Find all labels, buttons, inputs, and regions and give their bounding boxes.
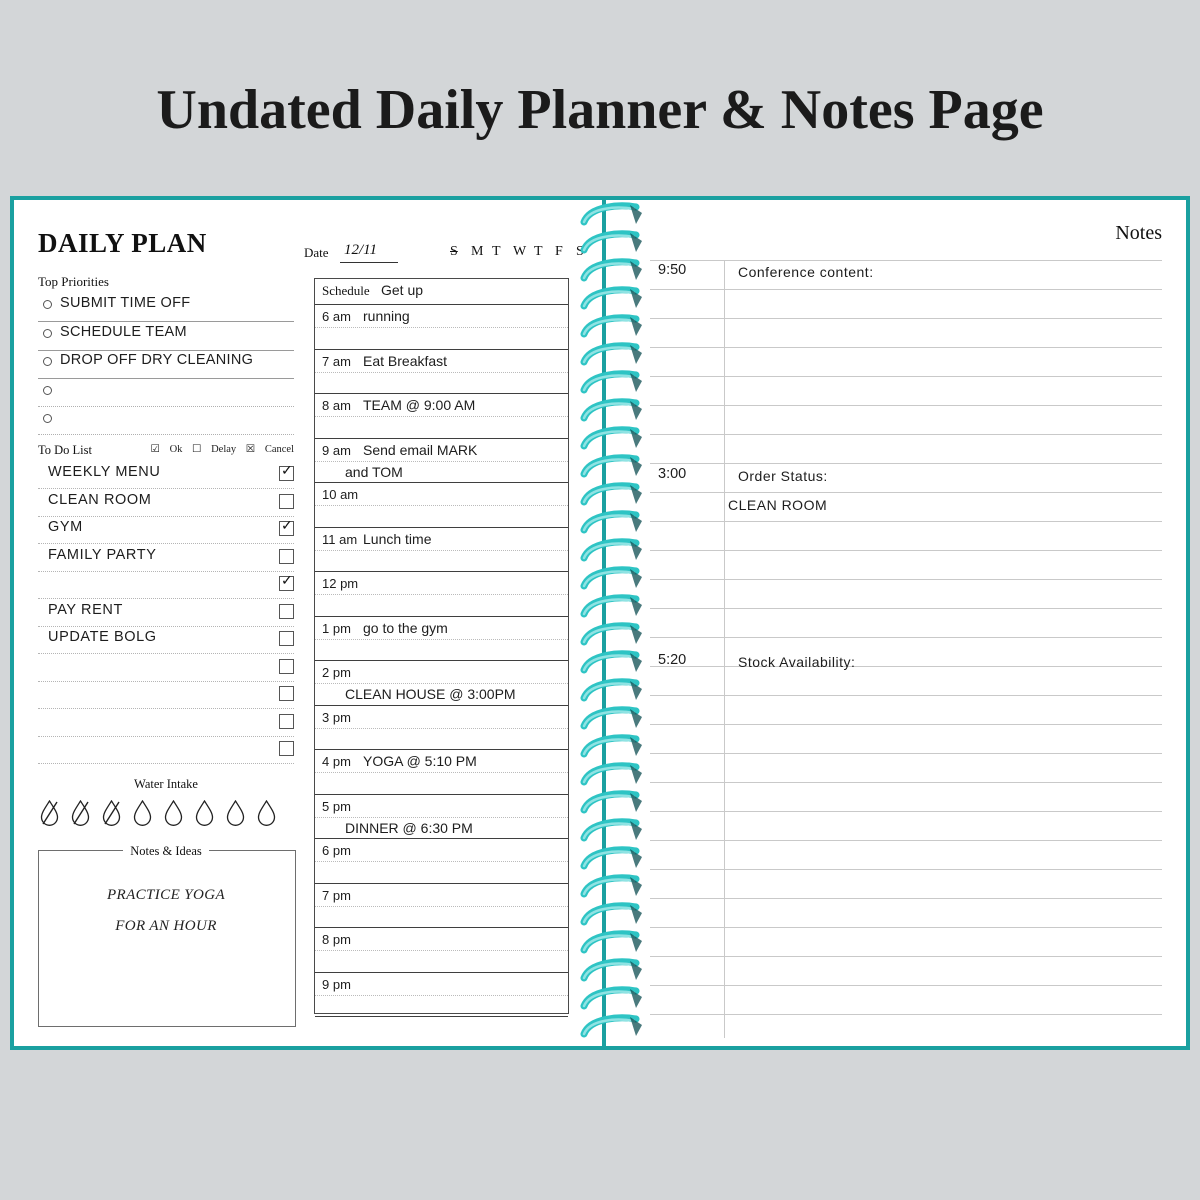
todo-checkbox[interactable] <box>279 549 294 564</box>
schedule-note[interactable]: TEAM @ 9:00 AM <box>363 397 476 413</box>
note-entry-text-1[interactable]: Order Status: <box>738 468 828 484</box>
notes-rule-12 <box>650 608 1162 609</box>
priority-bullet-icon[interactable] <box>43 386 52 395</box>
schedule-time: 10 am <box>322 487 359 502</box>
schedule-row-13[interactable] <box>315 884 568 929</box>
todo-checkbox[interactable] <box>279 686 294 701</box>
todo-row-0[interactable] <box>38 462 294 489</box>
schedule-half-rule <box>315 772 568 773</box>
spiral-coil-14 <box>580 594 644 620</box>
schedule-row-6[interactable] <box>315 572 568 617</box>
notes-rule-16 <box>650 724 1162 725</box>
todo-row-10[interactable] <box>38 737 294 764</box>
schedule-time: 12 pm <box>322 576 359 591</box>
water-drop-icon-1[interactable] <box>71 800 90 826</box>
schedule-label: Schedule <box>322 283 370 298</box>
notes-heading: Notes <box>1115 222 1162 244</box>
notes-rule-10 <box>650 550 1162 551</box>
schedule-time: 9 pm <box>322 976 351 992</box>
schedule-row-7[interactable] <box>315 617 568 662</box>
schedule-row-15[interactable] <box>315 973 568 1018</box>
todo-checkbox[interactable] <box>279 631 294 646</box>
legend-cancel: ☒ Cancel <box>245 444 294 455</box>
todo-text: CLEAN ROOM <box>48 491 152 508</box>
schedule-note[interactable]: Lunch time <box>363 530 432 547</box>
todo-checkbox[interactable] <box>279 521 294 536</box>
schedule-half-rule <box>315 906 568 907</box>
todo-row-3[interactable] <box>38 545 294 572</box>
left-page <box>10 196 606 1050</box>
spiral-coil-9 <box>580 454 644 480</box>
water-intake-drops[interactable] <box>40 798 296 834</box>
todo-list-label: To Do List <box>38 443 92 457</box>
day-of-week-4[interactable]: T <box>534 244 543 259</box>
daily-plan-heading: DAILY PLAN <box>38 228 207 258</box>
day-of-week-1[interactable]: M <box>471 244 484 259</box>
spiral-coil-13 <box>580 566 644 592</box>
notes-rule-11 <box>650 579 1162 580</box>
notes-rule-22 <box>650 898 1162 899</box>
spiral-coil-12 <box>580 538 644 564</box>
notes-rule-15 <box>650 695 1162 696</box>
schedule-half-rule <box>315 683 568 684</box>
notes-ideas-line-2: FOR AN HOUR <box>115 918 217 934</box>
schedule-header-note[interactable]: Get up <box>381 282 424 298</box>
spiral-coil-28 <box>580 986 644 1012</box>
priority-bullet-icon[interactable] <box>43 329 52 338</box>
todo-row-1[interactable] <box>38 490 294 517</box>
priority-row-2[interactable] <box>38 351 294 379</box>
spiral-coil-8 <box>580 426 644 452</box>
notes-ideas-label: Notes & Ideas <box>38 842 294 860</box>
water-drop-icon-3[interactable] <box>133 800 152 826</box>
schedule-row-10[interactable] <box>315 750 568 795</box>
schedule-rule <box>315 1016 568 1017</box>
water-drop-icon-4[interactable] <box>164 800 183 826</box>
schedule-note-secondary[interactable]: DINNER @ 6:30 PM <box>345 819 473 836</box>
notes-rule-0 <box>650 260 1162 261</box>
priority-bullet-icon[interactable] <box>43 357 52 366</box>
schedule-row-0[interactable] <box>315 305 568 350</box>
schedule-time: 1 pm <box>322 620 351 636</box>
schedule-row-12[interactable] <box>315 839 568 884</box>
priority-text: DROP OFF DRY CLEANING <box>60 352 254 368</box>
spiral-coil-11 <box>580 510 644 536</box>
schedule-time: 6 pm <box>322 843 351 858</box>
schedule-time: 5 pm <box>322 798 351 814</box>
schedule-note-secondary[interactable]: and TOM <box>345 463 403 480</box>
notes-rule-2 <box>650 318 1162 319</box>
notes-rule-20 <box>650 840 1162 841</box>
note-entry-time-0[interactable]: 9:50 <box>658 262 687 278</box>
schedule-note[interactable]: go to the gym <box>363 619 448 636</box>
spiral-coil-27 <box>580 958 644 984</box>
spiral-coil-4 <box>580 314 644 340</box>
schedule-half-rule <box>315 461 568 462</box>
schedule-time: 11 am <box>322 531 358 547</box>
notes-rule-4 <box>650 376 1162 377</box>
note-entry-text-2[interactable]: Stock Availability: <box>738 654 856 670</box>
notes-rule-7 <box>650 463 1162 464</box>
water-drop-icon-0[interactable] <box>40 800 59 826</box>
todo-rule <box>38 763 294 764</box>
schedule-half-rule <box>315 505 568 506</box>
right-page <box>606 196 1190 1050</box>
spiral-coil-17 <box>580 678 644 704</box>
schedule-half-rule <box>315 817 568 818</box>
schedule-half-rule <box>315 950 568 951</box>
todo-list-header <box>38 443 294 458</box>
schedule-time: 2 pm <box>322 665 351 680</box>
notes-rule-26 <box>650 1014 1162 1015</box>
notes-rule-25 <box>650 985 1162 986</box>
spiral-coil-5 <box>580 342 644 368</box>
schedule-row-14[interactable] <box>315 928 568 973</box>
legend-delay: ☐ Delay <box>192 444 237 455</box>
spiral-coil-18 <box>580 706 644 732</box>
water-drop-icon-2[interactable] <box>102 800 121 826</box>
schedule-panel <box>314 278 569 1014</box>
day-of-week-5[interactable]: F <box>555 244 563 259</box>
priority-bullet-icon[interactable] <box>43 300 52 309</box>
todo-row-8[interactable] <box>38 682 294 709</box>
priority-text: SCHEDULE TEAM <box>60 323 187 340</box>
notes-rule-3 <box>650 347 1162 348</box>
spiral-coil-29 <box>580 1014 644 1040</box>
note-entry-text-secondary-1[interactable]: CLEAN ROOM <box>728 497 828 513</box>
todo-text: FAMILY PARTY <box>48 546 157 563</box>
schedule-time: 7 am <box>322 353 351 369</box>
schedule-note[interactable]: YOGA @ 5:10 PM <box>363 753 477 769</box>
date-value[interactable]: 12/11 <box>344 242 378 258</box>
day-of-week-0[interactable]: S <box>450 244 458 259</box>
todo-text: UPDATE BOLG <box>48 629 157 645</box>
note-entry-time-2[interactable]: 5:20 <box>658 652 687 668</box>
spiral-coil-25 <box>580 902 644 928</box>
todo-text: WEEKLY MENU <box>48 464 161 480</box>
todo-row-7[interactable] <box>38 655 294 682</box>
day-of-week-6[interactable]: S <box>576 244 584 259</box>
page-title: Undated Daily Planner & Notes Page <box>156 79 1044 141</box>
schedule-time: 8 pm <box>322 932 351 947</box>
date-underline <box>340 262 398 263</box>
schedule-half-rule <box>315 639 568 640</box>
todo-checkbox[interactable] <box>279 741 294 756</box>
day-of-week-2[interactable]: T <box>492 244 501 259</box>
notes-rule-23 <box>650 927 1162 928</box>
todo-checkbox[interactable] <box>279 494 294 509</box>
spiral-coil-20 <box>580 762 644 788</box>
day-of-week-3[interactable]: W <box>513 244 527 259</box>
spiral-coil-1 <box>580 230 644 256</box>
schedule-note-secondary[interactable]: CLEAN HOUSE @ 3:00PM <box>345 686 516 702</box>
water-drop-icon-7[interactable] <box>257 800 276 826</box>
schedule-half-rule <box>315 594 568 595</box>
water-drop-icon-6[interactable] <box>226 800 245 826</box>
notes-rule-17 <box>650 753 1162 754</box>
spiral-coil-10 <box>580 482 644 508</box>
schedule-row-4[interactable] <box>315 483 568 528</box>
schedule-note[interactable]: Eat Breakfast <box>363 352 448 369</box>
priority-bullet-icon[interactable] <box>43 414 52 423</box>
water-intake-label: Water Intake <box>134 777 198 791</box>
notes-ideas-text <box>38 880 294 942</box>
priority-rule <box>38 434 294 436</box>
notes-rule-6 <box>650 434 1162 435</box>
schedule-row-9[interactable] <box>315 706 568 751</box>
spiral-coil-26 <box>580 930 644 956</box>
todo-row-9[interactable] <box>38 710 294 737</box>
priority-text: SUBMIT TIME OFF <box>60 295 191 311</box>
spiral-coil-0 <box>580 202 644 228</box>
todo-legend <box>144 443 294 455</box>
schedule-row-11[interactable] <box>315 795 568 840</box>
schedule-row-1[interactable] <box>315 350 568 395</box>
spiral-coil-24 <box>580 874 644 900</box>
todo-checkbox[interactable] <box>279 659 294 674</box>
note-entry-time-1[interactable]: 3:00 <box>658 466 687 482</box>
spiral-coil-22 <box>580 818 644 844</box>
notes-ideas-line-1: PRACTICE YOGA <box>106 887 226 903</box>
notes-rule-21 <box>650 869 1162 870</box>
notes-rule-8 <box>650 492 1162 493</box>
todo-checkbox[interactable] <box>279 466 294 481</box>
top-priorities-label: Top Priorities <box>38 274 109 289</box>
spiral-binding <box>570 196 654 1050</box>
todo-text: PAY RENT <box>48 601 123 618</box>
spiral-coil-19 <box>580 734 644 760</box>
spiral-coil-3 <box>580 286 644 312</box>
date-label: Date <box>304 245 329 260</box>
schedule-half-rule <box>315 550 568 551</box>
schedule-row-5[interactable] <box>315 528 568 573</box>
schedule-time: 7 pm <box>322 887 351 903</box>
spiral-coil-7 <box>580 398 644 424</box>
schedule-half-rule <box>315 416 568 417</box>
water-drop-icon-5[interactable] <box>195 800 214 826</box>
schedule-time: 6 am <box>322 309 351 324</box>
spiral-coil-15 <box>580 622 644 648</box>
todo-row-5[interactable] <box>38 600 294 627</box>
notes-rule-5 <box>650 405 1162 406</box>
priority-row-0[interactable] <box>38 294 294 322</box>
schedule-time: 9 am <box>322 442 351 458</box>
legend-ok: ☑ Ok <box>150 444 183 455</box>
todo-row-4[interactable] <box>38 572 294 599</box>
spiral-coil-16 <box>580 650 644 676</box>
todo-checkbox[interactable] <box>279 576 294 591</box>
schedule-half-rule <box>315 327 568 328</box>
spiral-coil-2 <box>580 258 644 284</box>
schedule-time: 8 am <box>322 398 351 413</box>
spiral-coil-23 <box>580 846 644 872</box>
spiral-coil-6 <box>580 370 644 396</box>
schedule-half-rule <box>315 728 568 729</box>
notes-rule-18 <box>650 782 1162 783</box>
priority-row-4[interactable] <box>38 408 294 436</box>
schedule-time: 4 pm <box>322 754 351 769</box>
schedule-half-rule <box>315 861 568 862</box>
notes-rule-24 <box>650 956 1162 957</box>
schedule-time: 3 pm <box>322 709 351 725</box>
priority-row-1[interactable] <box>38 323 294 351</box>
notes-rule-9 <box>650 521 1162 522</box>
todo-checkbox[interactable] <box>279 604 294 619</box>
schedule-row-2[interactable] <box>315 394 568 439</box>
schedule-note[interactable]: Send email MARK <box>363 441 478 458</box>
notes-rule-1 <box>650 289 1162 290</box>
note-entry-text-0[interactable]: Conference content: <box>738 264 874 280</box>
schedule-note[interactable]: running <box>363 308 410 324</box>
schedule-row-8[interactable] <box>315 661 568 706</box>
todo-row-2[interactable] <box>38 517 294 544</box>
notes-rule-19 <box>650 811 1162 812</box>
notes-rule-14 <box>650 666 1162 667</box>
spiral-coil-21 <box>580 790 644 816</box>
priority-row-3[interactable] <box>38 380 294 408</box>
notes-rule-13 <box>650 637 1162 638</box>
todo-text: GYM <box>48 519 83 535</box>
schedule-half-rule <box>315 372 568 373</box>
todo-row-6[interactable] <box>38 627 294 654</box>
notebook <box>10 196 1190 1050</box>
todo-checkbox[interactable] <box>279 714 294 729</box>
schedule-half-rule <box>315 995 568 996</box>
schedule-row-3[interactable] <box>315 439 568 484</box>
